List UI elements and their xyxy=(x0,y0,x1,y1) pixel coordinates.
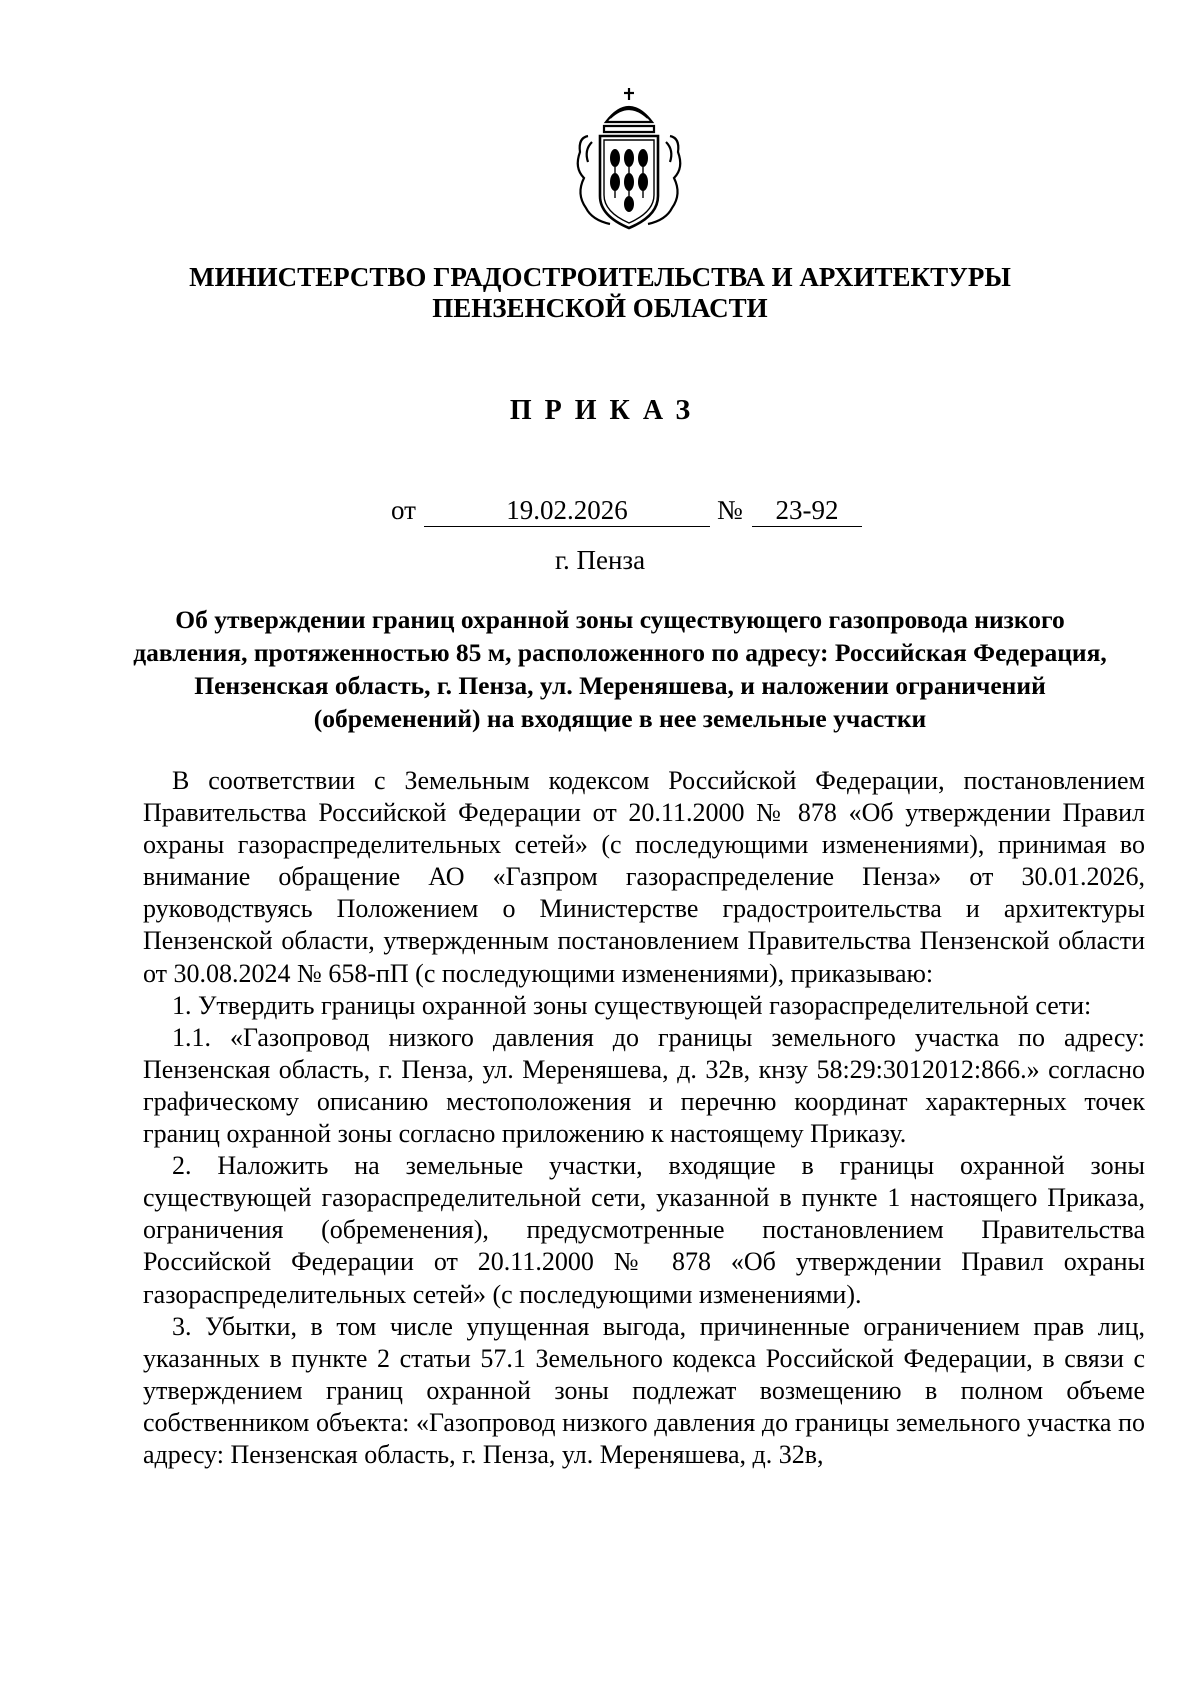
body-paragraph-item-1-1: 1.1. «Газопровод низкого давления до границы земельного участка по адресу: Пензенская область, г. Пенза, ул. Мереняшева, д. 32в, кнзу 58:29:3012012:866.» согласно графическому описанию местоположения и перечню координат характерных точек границ охранной зоны согласно приложению к настоящему Приказу. xyxy=(143,1022,1145,1149)
document-body xyxy=(143,765,1145,1471)
ministry-name-line2: ПЕНЗЕНСКОЙ ОБЛАСТИ xyxy=(432,293,768,323)
document-date: 19.02.2026 xyxy=(424,495,710,527)
ministry-name-line1: МИНИСТЕРСТВО ГРАДОСТРОИТЕЛЬСТВА И АРХИТЕКТУРЫ xyxy=(189,262,1011,292)
date-label: от xyxy=(391,495,416,525)
body-paragraph-item-2: 2. Наложить на земельные участки, входящие в границы охранной зоны существующей газораспределительной сети, указанной в пункте 1 настоящего Приказа, ограничения (обременения), предусмотренные постановлением Правительства Российской Федерации от 20.11.2000 № 878 «Об утверждении Правил охраны газораспределительных сетей» (с последующими изменениями). xyxy=(143,1151,1145,1309)
date-number-row xyxy=(0,495,1200,529)
document-number: 23-92 xyxy=(752,495,862,527)
body-paragraph-item-3: 3. Убытки, в том числе упущенная выгода, причиненные ограничением прав лиц, указанных в пункте 2 статьи 57.1 Земельного кодекса Российской Федерации, в связи с утверждением границ охранной зоны подлежат возмещению в полном объеме собственником объекта: «Газопровод низкого давления до границы земельного участка по адресу: Пензенская область, г. Пенза, ул. Мереняшева, д. 32в, xyxy=(143,1311,1145,1469)
document-city: г. Пенза xyxy=(554,545,646,575)
document-type-title: ПРИКАЗ xyxy=(509,395,704,426)
ministry-name xyxy=(0,262,1200,324)
coat-of-arms-icon xyxy=(570,78,688,243)
body-paragraph-preamble: В соответствии с Земельным кодексом Российской Федерации, постановлением Правительства Российской Федерации от 20.11.2000 № 878 «Об утверждении Правил охраны газораспределительных сетей» (с последующими изменениями), принимая во внимание обращение АО «Газпром газораспределение Пенза» от 30.01.2026, руководствуясь Положением о Министерстве градостроительства и архитектуры Пензенской области, утвержденным постановлением Правительства Пензенской области от 30.08.2024 № 658-пП (с последующими изменениями), приказываю: xyxy=(143,766,1145,988)
body-paragraph-item-1: 1. Утвердить границы охранной зоны существующей газораспределительной сети: xyxy=(172,990,1092,1020)
number-label: № xyxy=(717,495,743,525)
document-subject: Об утверждении границ охранной зоны существующего газопровода низкого давления, протяженностью 85 м, расположенного по адресу: Российская Федерация, Пензенская область, г. Пенза, ул. Мереняшева, и наложении ограничений (обременений) на входящие в нее земельные участки xyxy=(133,605,1107,733)
